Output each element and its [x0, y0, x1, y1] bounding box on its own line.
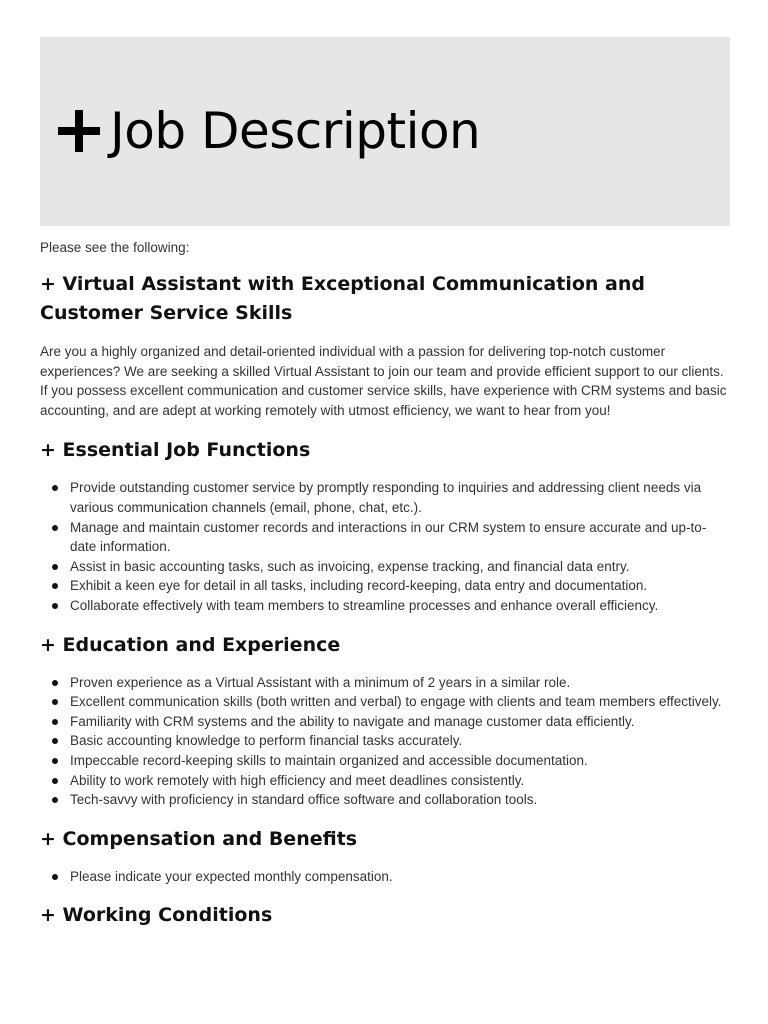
- education-experience-list: [40, 673, 730, 810]
- list-item: Assist in basic accounting tasks, such as invoicing, expense tracking, and financial data entry.: [70, 557, 730, 577]
- list-item: Collaborate effectively with team members to streamline processes and enhance overall efficiency.: [70, 596, 730, 616]
- list-item: Ability to work remotely with high efficiency and meet deadlines consistently.: [70, 771, 730, 791]
- essential-functions-list: [40, 478, 730, 615]
- list-item: Impeccable record-keeping skills to maintain organized and accessible documentation.: [70, 751, 730, 771]
- list-item: Manage and maintain customer records and interactions in our CRM system to ensure accurate and up-to-date information.: [70, 518, 730, 557]
- page-title-text: Job Description: [110, 102, 481, 160]
- list-item: Please indicate your expected monthly compensation.: [70, 867, 730, 887]
- list-item: Tech-savvy with proficiency in standard office software and collaboration tools.: [70, 790, 730, 810]
- list-item: Exhibit a keen eye for detail in all tasks, including record-keeping, data entry and documentation.: [70, 576, 730, 596]
- section-heading-essential-job-functions: + Essential Job Functions: [40, 439, 311, 462]
- compensation-list: [40, 867, 730, 887]
- section-working-conditions: [40, 901, 730, 930]
- section-essential-job-functions: [40, 436, 730, 615]
- section-education-experience: [40, 631, 730, 810]
- list-item: Familiarity with CRM systems and the ability to navigate and manage customer data efficiently.: [70, 712, 730, 732]
- document-body: [40, 238, 730, 930]
- page-title: [58, 96, 480, 166]
- section-overview: [40, 270, 730, 420]
- intro-text: Please see the following:: [40, 240, 190, 255]
- section-heading-compensation-benefits: + Compensation and Benefits: [40, 827, 358, 850]
- section-heading-education-experience: + Education and Experience: [40, 633, 341, 656]
- section-heading-working-conditions: + Working Conditions: [40, 904, 273, 927]
- list-item: Excellent communication skills (both written and verbal) to engage with clients and team members effectively.: [70, 692, 730, 712]
- plus-icon: [58, 110, 100, 152]
- section-heading-overview: + Virtual Assistant with Exceptional Communication and Customer Service Skills: [40, 273, 645, 324]
- list-item: Proven experience as a Virtual Assistant with a minimum of 2 years in a similar role.: [70, 673, 730, 693]
- list-item: Basic accounting knowledge to perform financial tasks accurately.: [70, 731, 730, 751]
- overview-paragraph: Are you a highly organized and detail-oriented individual with a passion for delivering top-notch customer experiences? We are seeking a skilled Virtual Assistant to join our team and provide efficient support to our clients. If you possess excellent communication and customer service skills, have experience with CRM systems and basic accounting, and are adept at working remotely with utmost efficiency, we want to hear from you!: [40, 344, 727, 418]
- section-compensation-benefits: [40, 825, 730, 887]
- list-item: Provide outstanding customer service by promptly responding to inquiries and addressing client needs via various communication channels (email, phone, chat, etc.).: [70, 478, 730, 517]
